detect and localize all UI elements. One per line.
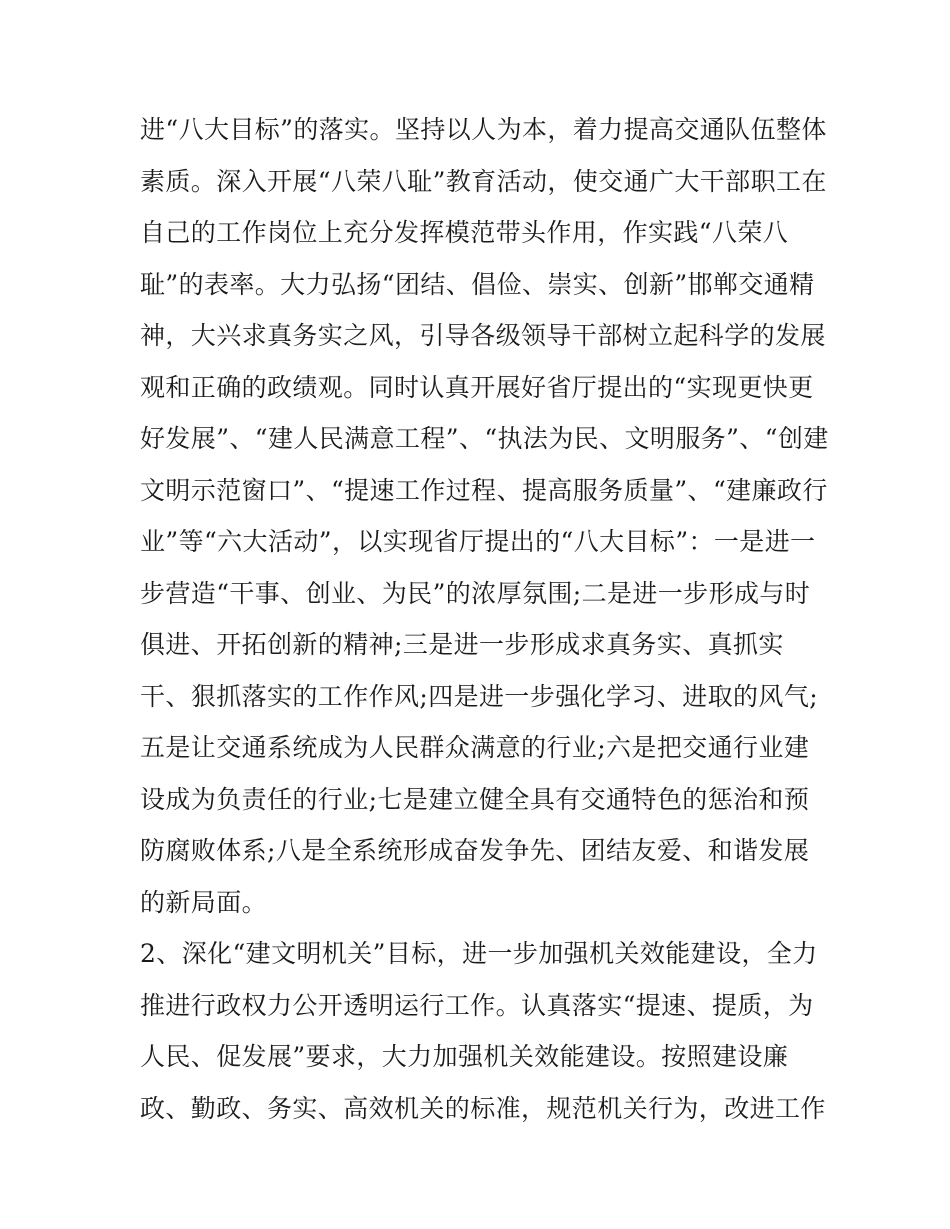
text-line: 干、狠抓落实的工作作风;四是进一步强化学习、进取的风气; (140, 681, 819, 711)
text-line: 进“八大目标”的落实。坚持以人为本，着力提高交通队伍整体 (140, 115, 827, 144)
text-line: 自己的工作岗位上充分发挥模范带头作用，作实践“八荣八 (140, 218, 789, 247)
text-line: 神，大兴求真务实之风，引导各级领导干部树立起科学的发展 (140, 321, 826, 350)
text-line: 防腐败体系;八是全系统形成奋发争先、团结友爱、和谐发展 (140, 836, 810, 865)
text-line: 俱进、开拓创新的精神;三是进一步形成求真务实、真抓实 (140, 630, 784, 659)
text-line: 推进行政权力公开透明运行工作。认真落实“提速、提质，为 (140, 990, 814, 1020)
text-line: 五是让交通系统成为人民群众满意的行业;六是把交通行业建 (140, 733, 810, 762)
text-line: 业”等“六大活动”，以实现省厅提出的“八大目标”：一是进一 (140, 527, 816, 556)
text-line: 步营造“干事、创业、为民”的浓厚氛围;二是进一步形成与时 (140, 578, 811, 608)
text-line: 人民、促发展”要求，大力加强机关效能建设。按照建设廉 (140, 1042, 789, 1071)
text-line: 观和正确的政绩观。同时认真开展好省厅提出的“实现更快更 (140, 372, 814, 402)
text-line: 耻”的表率。大力弘扬“团结、倡俭、崇实、创新”邯郸交通精 (140, 269, 815, 299)
text-line: 的新局面。 (140, 887, 268, 917)
text-line: 文明示范窗口”、“提速工作过程、提高服务质量”、“建廉政行 (140, 475, 828, 505)
text-line: 好发展”、“建人民满意工程”、“执法为民、文明服务”、“创建 (140, 424, 829, 453)
text-line: 素质。深入开展“八荣八耻”教育活动，使交通广大干部职工在 (140, 166, 827, 196)
text-line: 政、勤政、务实、高效机关的标准，规范机关行为，改进工作 (140, 1093, 826, 1123)
text-line: 2、深化“建文明机关”目标，进一步加强机关效能建设，全力 (140, 939, 818, 968)
body-text (140, 104, 829, 1134)
text-line: 设成为负责任的行业;七是建立健全具有交通特色的惩治和预 (140, 784, 810, 814)
